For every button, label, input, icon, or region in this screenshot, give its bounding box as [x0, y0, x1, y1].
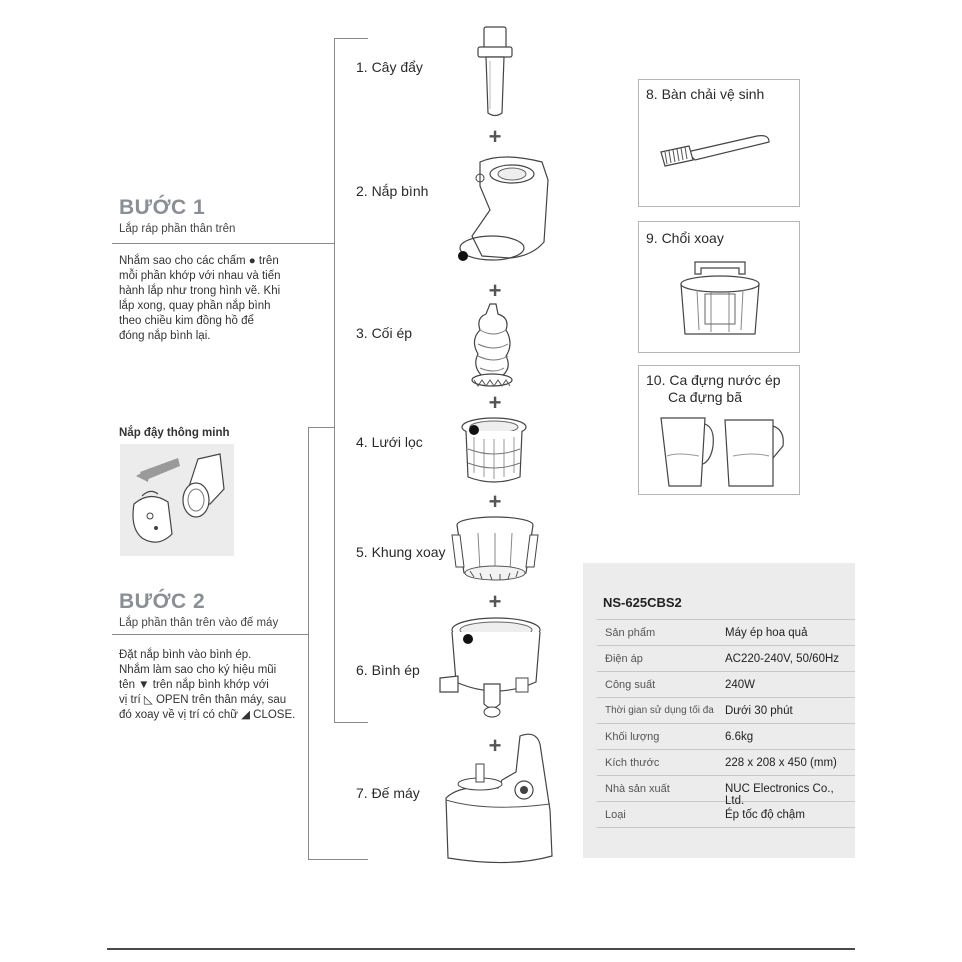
step1-instructions: Nhắm sao cho các chấm ● trên mỗi phần khớp với nhau và tiến hành lắp như trong hình vẽ. Khi lắp xong, quay phần nắp bình theo chiều kim đồng hồ để đóng nắp bình lại.	[119, 255, 281, 342]
plus-sign: +	[488, 489, 502, 514]
part-4-label: 4. Lưới lọc	[356, 434, 423, 450]
connector-step2-bottom	[308, 859, 368, 860]
plus-sign: +	[488, 733, 502, 758]
part-5-label: 5. Khung xoay	[356, 544, 446, 560]
spec-value: AC220-240V, 50/60Hz	[725, 653, 840, 665]
part-7-label: 7. Đế máy	[356, 785, 420, 801]
spec-key: Khối lượng	[605, 731, 660, 743]
rotating-brush-holder-icon	[677, 260, 763, 344]
accessory-box-rotating-brush	[638, 221, 800, 353]
step1-subtitle: Lắp ráp phần thân trên	[119, 223, 236, 235]
spec-key: Điện áp	[605, 653, 643, 665]
smart-lid-illustration	[120, 444, 234, 556]
connector-bracket-step2	[308, 427, 309, 859]
spec-row	[597, 672, 855, 698]
spec-value: Ép tốc độ chậm	[725, 809, 805, 821]
spec-row	[597, 776, 855, 807]
accessory-box-cleaning-brush	[638, 79, 800, 207]
pusher-icon	[470, 25, 520, 120]
step2-title: BƯỚC 2	[119, 590, 206, 613]
accessory-9-label: 9. Chổi xoay	[646, 230, 724, 246]
part-3-label: 3. Cối ép	[356, 325, 413, 341]
spec-row	[597, 750, 855, 776]
spec-key: Nhà sản xuất	[605, 783, 670, 795]
cleaning-brush-icon	[657, 130, 777, 170]
step2-instructions: Đặt nắp bình vào bình ép. Nhắm làm sao cho ký hiệu mũi tên ▼ trên nắp bình khớp với vị trí ◺ OPEN trên thân máy, sau đó xoay về vị trí có chữ ◢ CLOSE.	[119, 649, 296, 721]
accessory-box-cups	[638, 365, 800, 495]
spec-row	[597, 620, 855, 646]
rotating-brush-icon	[448, 515, 542, 587]
spec-value: Máy ép hoa quả	[725, 627, 808, 639]
spec-model: NS-625CBS2	[603, 595, 682, 610]
step2-divider	[112, 634, 308, 635]
cups-icon	[657, 416, 789, 490]
spec-value: 6.6kg	[725, 731, 754, 743]
plus-sign: +	[488, 390, 502, 415]
footer-rule	[107, 948, 855, 950]
spec-row	[597, 724, 855, 750]
spec-value: 228 x 208 x 450 (mm)	[725, 757, 837, 769]
part-1-label: 1. Cây đẩy	[356, 59, 423, 75]
spec-row	[597, 802, 855, 828]
spec-panel	[583, 563, 855, 858]
spec-row	[597, 698, 855, 724]
juicing-bowl-icon	[438, 612, 550, 727]
part-2-label: 2. Nắp bình	[356, 183, 429, 199]
spec-key: Kích thước	[605, 757, 660, 769]
step1-divider	[112, 243, 334, 244]
smart-lid-icon	[120, 444, 234, 556]
plus-sign: +	[488, 278, 502, 303]
accessory-10-label-2: Ca đựng bã	[668, 389, 742, 405]
spec-value: NUC Electronics Co., Ltd.	[725, 783, 834, 807]
step2-subtitle: Lắp phần thân trên vào đế máy	[119, 617, 279, 629]
step1-title: BƯỚC 1	[119, 196, 206, 219]
spec-key: Thời gian sử dụng tối đa	[605, 705, 714, 716]
lid-icon	[452, 150, 557, 275]
motor-base-icon	[440, 728, 560, 868]
spec-value: 240W	[725, 679, 756, 691]
spec-value: Dưới 30 phút	[725, 705, 793, 717]
accessory-10-label: 10. Ca đựng nước ép	[646, 372, 781, 388]
connector-step2-top	[308, 427, 334, 428]
accessory-8-label: 8. Bàn chải vệ sinh	[646, 86, 765, 102]
spec-row	[597, 646, 855, 672]
part-6-label: 6. Bình ép	[356, 662, 420, 678]
connector-bracket-top	[334, 38, 335, 723]
plus-sign: +	[488, 589, 502, 614]
spec-key: Công suất	[605, 679, 656, 691]
plus-sign: +	[488, 124, 502, 149]
connector-top-tick	[334, 38, 368, 39]
smart-lid-title: Nắp đậy thông minh	[119, 427, 230, 439]
spec-key: Loại	[605, 809, 626, 821]
screw-auger-icon	[462, 300, 522, 390]
strainer-icon	[456, 415, 532, 490]
spec-key: Sản phẩm	[605, 627, 656, 639]
connector-bottom-tick	[334, 722, 368, 723]
